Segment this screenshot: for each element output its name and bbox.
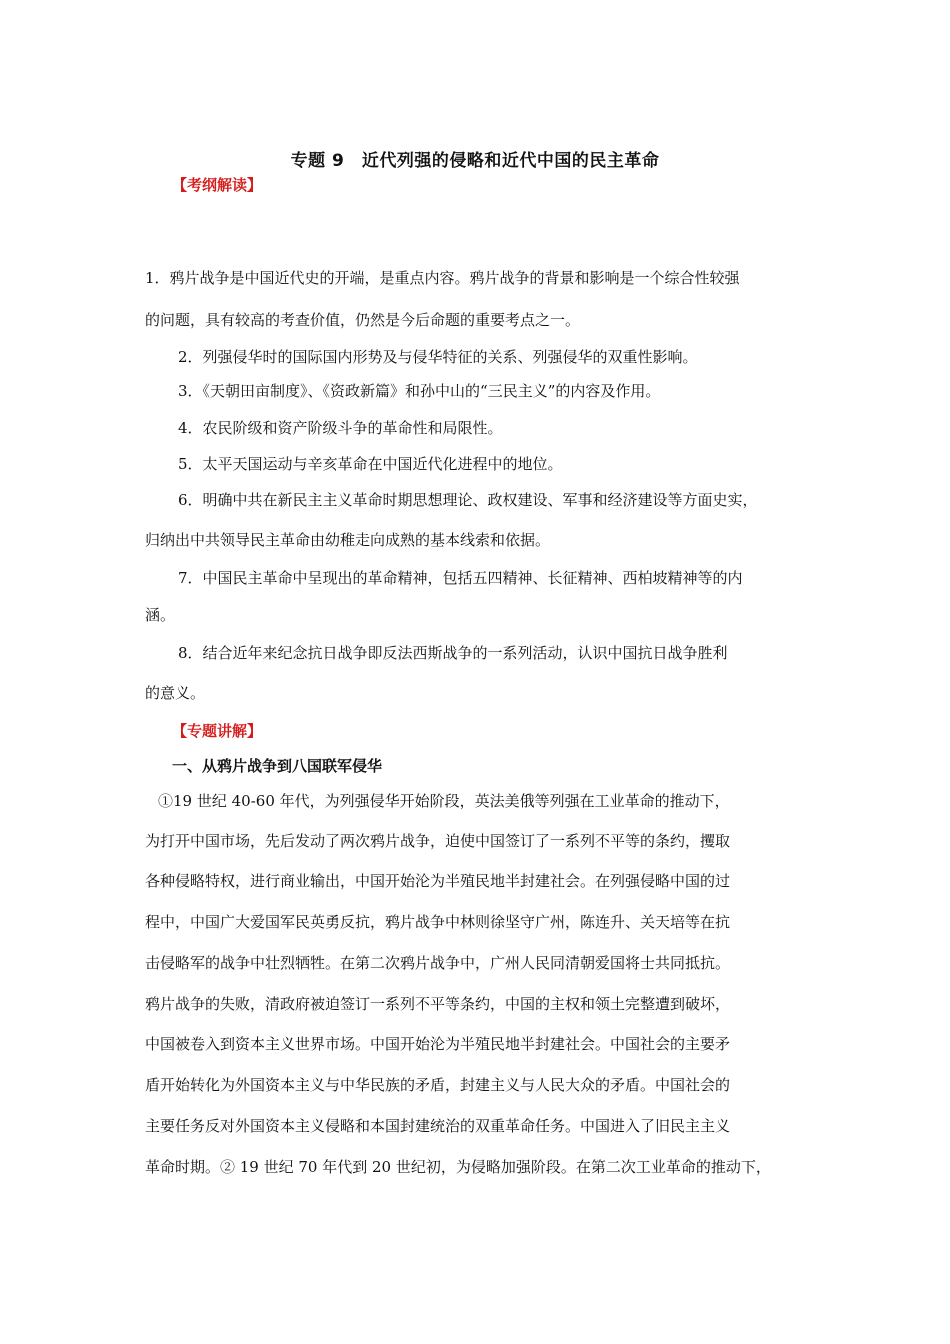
body-line: 为打开中国市场，先后发动了两次鸦片战争，迫使中国签订了一系列不平等的条约，攫取 <box>145 832 731 850</box>
body-line: 程中，中国广大爱国军民英勇反抗，鸦片战争中林则徐坚守广州，陈连升、关天培等在抗 <box>145 913 731 931</box>
point-line: 7．中国民主革命中呈现出的革命精神，包括五四精神、长征精神、西柏坡精神等的内 <box>178 569 743 587</box>
point-line: 归纳出中共领导民主革命由幼稚走向成熟的基本线索和依据。 <box>145 531 551 549</box>
body-line: 各种侵略特权，进行商业输出，中国开始沦为半殖民地半封建社会。在列强侵略中国的过 <box>145 872 731 890</box>
body-line: 鸦片战争的失败，清政府被迫签订一系列不平等条约，中国的主权和领土完整遭到破坏， <box>145 995 731 1013</box>
point-line: 6．明确中共在新民主主义革命时期思想理论、政权建设、军事和经济建设等方面史实， <box>178 491 758 509</box>
body-line: 主要任务反对外国资本主义侵略和本国封建统治的双重革命任务。中国进入了旧民主主义 <box>145 1117 731 1135</box>
point-line: 3．《天朝田亩制度》、《资政新篇》和孙中山的“三民主义”的内容及作用。 <box>178 382 661 400</box>
point-line: 5．太平天国运动与辛亥革命在中国近代化进程中的地位。 <box>178 455 563 473</box>
point-line: 的意义。 <box>145 684 206 702</box>
point-line: 2．列强侵华时的国际国内形势及与侵华特征的关系、列强侵华的双重性影响。 <box>178 348 698 366</box>
document-title: 专题 9 近代列强的侵略和近代中国的民主革命 <box>290 151 660 171</box>
point-line: 1．鸦片战争是中国近代史的开端，是重点内容。鸦片战争的背景和影响是一个综合性较强 <box>145 269 740 287</box>
body-line: 革命时期。② 19 世纪 70 年代到 20 世纪初，为侵略加强阶段。在第二次工业革命的推动下， <box>145 1158 771 1176</box>
point-line: 的问题，具有较高的考查价值，仍然是今后命题的重要考点之一。 <box>145 311 581 329</box>
point-line: 涵。 <box>145 606 176 624</box>
body-line: 中国被卷入到资本主义世界市场。中国开始沦为半殖民地半封建社会。中国社会的主要矛 <box>145 1035 731 1053</box>
body-line: 击侵略军的战争中壮烈牺牲。在第二次鸦片战争中，广州人民同清朝爱国将士共同抵抗。 <box>145 954 731 972</box>
point-line: 8．结合近年来纪念抗日战争即反法西斯战争的一系列活动，认识中国抗日战争胜利 <box>178 644 728 662</box>
section-tag-syllabus: 【考纲解读】 <box>172 176 263 194</box>
section-tag-lecture: 【专题讲解】 <box>172 722 263 740</box>
body-line: ①19 世纪 40-60 年代，为列强侵华开始阶段，英法美俄等列强在工业革命的推动下， <box>158 792 730 810</box>
heading-opium-war: 一、从鸦片战争到八国联军侵华 <box>172 757 383 775</box>
point-line: 4．农民阶级和资产阶级斗争的革命性和局限性。 <box>178 419 503 437</box>
body-line: 盾开始转化为外国资本主义与中华民族的矛盾，封建主义与人民大众的矛盾。中国社会的 <box>145 1076 731 1094</box>
